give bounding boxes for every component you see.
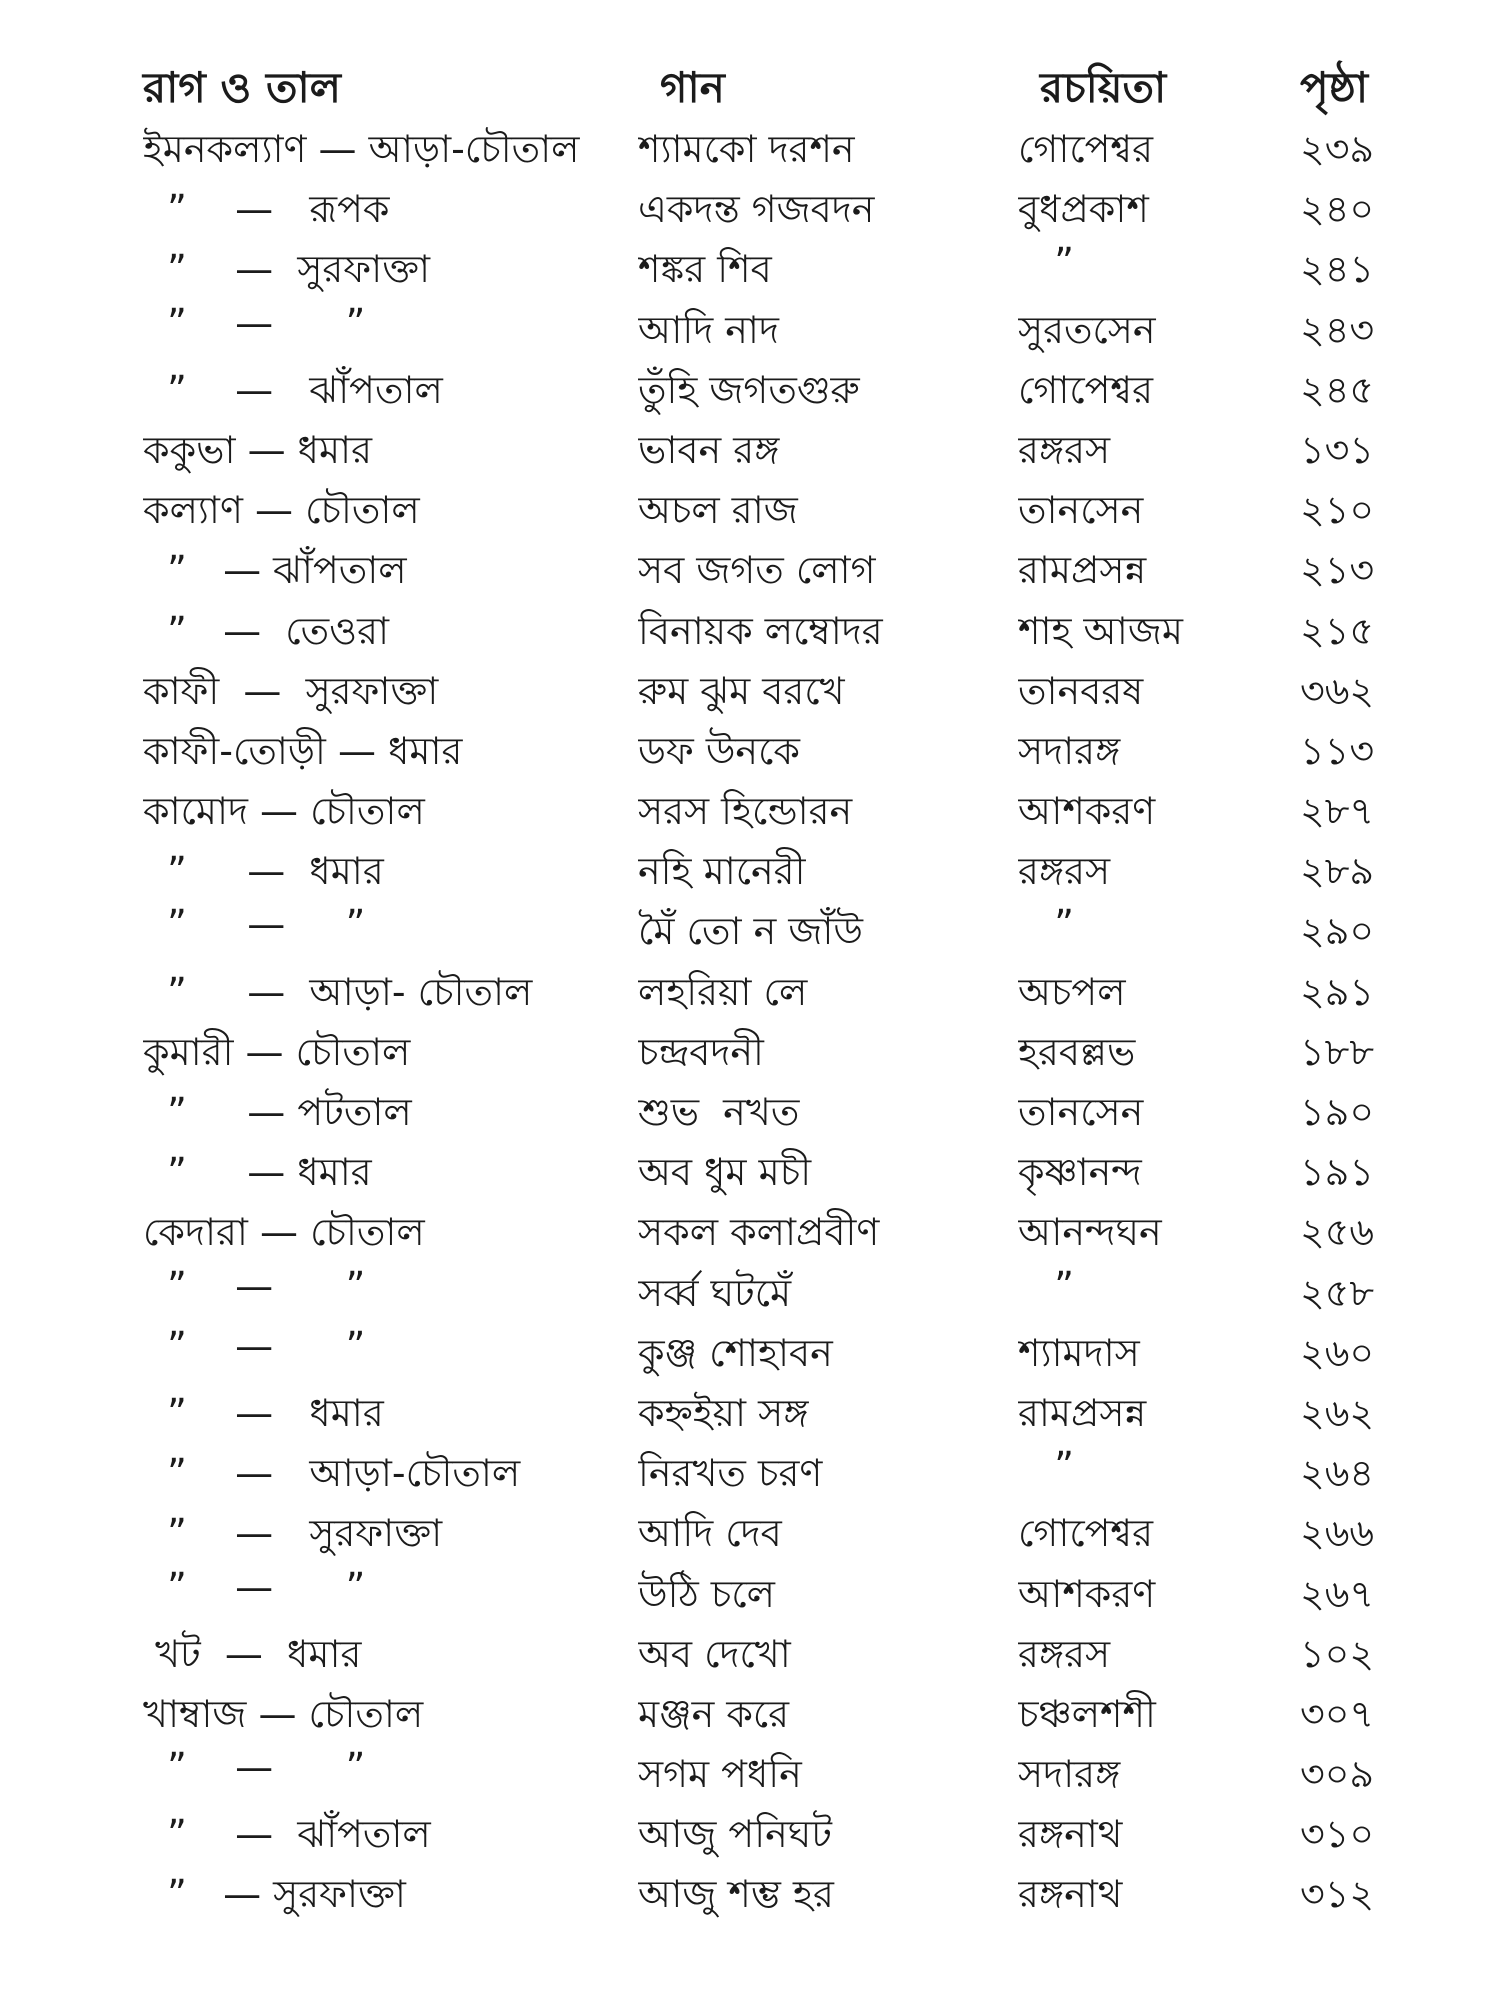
composer-cell: সদারঙ্গ — [1018, 1752, 1121, 1797]
raga-tala-cell: ” — ” — [143, 1263, 366, 1308]
page-number-cell: ২৬০ — [1300, 1330, 1375, 1375]
composer-cell: কৃষ্ণানন্দ — [1018, 1150, 1142, 1195]
table-row — [0, 654, 1500, 714]
raga-tala-cell: ” — ” — [143, 1564, 366, 1609]
raga-tala-cell: কামোদ — চৌতাল — [143, 789, 425, 834]
table-row — [0, 533, 1500, 593]
table-row — [0, 1015, 1500, 1075]
composer-cell: তানসেন — [1018, 1090, 1144, 1134]
table-row — [0, 594, 1500, 654]
raga-tala-cell: কুমারী — চৌতাল — [143, 1029, 411, 1074]
page-number-cell: ২১০ — [1300, 488, 1375, 533]
composer-cell: ” — [1018, 1263, 1074, 1308]
composer-cell: ” — [1018, 1444, 1074, 1489]
page-number-cell: ১০২ — [1300, 1631, 1375, 1676]
raga-tala-cell: খট — ধমার — [143, 1631, 362, 1676]
composer-cell: রঙ্গনাথ — [1018, 1872, 1123, 1917]
table-row — [0, 774, 1500, 834]
song-cell: আজু শম্ভ হর — [638, 1872, 834, 1917]
song-cell: সরস হিন্ডোরন — [638, 789, 853, 834]
raga-tala-cell: ” — ধমার — [143, 1150, 372, 1195]
page-number-cell: ২৫৮ — [1300, 1270, 1375, 1315]
table-row — [0, 1737, 1500, 1797]
page-number-cell: ২১৩ — [1300, 548, 1375, 593]
page-number-cell: ৩০৭ — [1300, 1691, 1375, 1736]
raga-tala-cell: ” — ঝাঁপতাল — [143, 548, 407, 593]
song-cell: মঞ্জন করে — [638, 1691, 790, 1736]
page-number-cell: ২৬২ — [1300, 1390, 1375, 1435]
table-row — [0, 112, 1500, 172]
table-row — [0, 1436, 1500, 1496]
composer-cell: সদারঙ্গ — [1018, 728, 1121, 773]
page-number-cell: ২৪৫ — [1300, 367, 1375, 412]
song-cell: বিনায়ক লম্বোদর — [638, 608, 883, 653]
song-cell: অব দেখো — [638, 1631, 791, 1676]
composer-cell: সুরতসেন — [1018, 307, 1156, 352]
composer-cell: শ্যামদাস — [1018, 1330, 1140, 1375]
composer-cell: তানসেন — [1018, 488, 1144, 533]
table-row — [0, 353, 1500, 413]
composer-cell: অচপল — [1018, 969, 1126, 1014]
page-number-cell: ১৯০ — [1300, 1090, 1375, 1134]
song-cell: নহি মানেরী — [638, 849, 806, 894]
raga-tala-cell: ” — আড়া-চৌতাল — [143, 1451, 521, 1496]
song-cell: ভাবন রঙ্গ — [638, 427, 780, 472]
page-number-cell: ৩৬২ — [1300, 668, 1375, 713]
raga-tala-cell: ” — ” — [143, 1745, 366, 1790]
raga-tala-cell: ” — ” — [143, 902, 366, 947]
page-number-cell: ২৯০ — [1300, 909, 1375, 954]
composer-cell: ” — [1018, 240, 1074, 285]
raga-tala-cell: ” — ঝাঁপতাল — [143, 367, 443, 412]
composer-cell: তানবরষ — [1018, 668, 1144, 713]
composer-cell: রঙ্গনাথ — [1018, 1812, 1123, 1857]
page-number-cell: ২৬৬ — [1300, 1511, 1375, 1556]
page-number-cell: ১৯১ — [1300, 1150, 1374, 1195]
page-number-cell: ২৬৪ — [1300, 1451, 1375, 1496]
composer-cell: শাহ আজম — [1018, 608, 1183, 653]
song-cell: রুম ঝুম বরখে — [638, 668, 845, 713]
raga-tala-cell: কল্যাণ — চৌতাল — [143, 488, 420, 533]
header-song: গান — [660, 63, 725, 112]
song-cell: অচল রাজ — [638, 488, 798, 533]
song-cell: শঙ্কর শিব — [638, 247, 772, 292]
composer-cell: রঙ্গরস — [1018, 1631, 1111, 1676]
table-row — [0, 1376, 1500, 1436]
composer-cell: চঞ্চলশশী — [1018, 1691, 1156, 1736]
composer-cell: আনন্দঘন — [1018, 1210, 1162, 1255]
page-number-cell: ১৮৮ — [1300, 1029, 1374, 1074]
song-cell: সর্ব্ব ঘটমেঁ — [638, 1270, 792, 1315]
song-cell: উঠি চলে — [638, 1571, 775, 1616]
song-cell: ডফ উনকে — [638, 728, 800, 773]
composer-cell: গোপেশ্বর — [1018, 367, 1154, 412]
song-cell: একদন্ত গজবদন — [638, 187, 875, 232]
table-header — [0, 55, 1500, 115]
table-row — [0, 1075, 1500, 1135]
table-row — [0, 413, 1500, 473]
composer-cell: রামপ্রসন্ন — [1018, 548, 1147, 593]
song-cell: কুঞ্জ শোহাবন — [638, 1330, 833, 1375]
composer-cell: রঙ্গরস — [1018, 849, 1111, 894]
composer-cell: গোপেশ্বর — [1018, 1511, 1154, 1556]
table-row — [0, 1256, 1500, 1316]
header-page: পৃষ্ঠা — [1300, 63, 1369, 112]
song-cell: সকল কলাপ্রবীণ — [638, 1210, 880, 1255]
song-cell: আদি দেব — [638, 1511, 782, 1556]
page-number-cell: ২৪১ — [1300, 247, 1375, 292]
raga-tala-cell: ” — সুরফাক্তা — [143, 1511, 443, 1556]
composer-cell: আশকরণ — [1018, 1571, 1156, 1616]
header-composer: রচয়িতা — [1040, 63, 1167, 112]
page-number-cell: ২৫৬ — [1300, 1210, 1375, 1255]
table-row — [0, 1195, 1500, 1255]
song-cell: আজু পনিঘট — [638, 1812, 832, 1857]
raga-tala-cell: ” — ” — [143, 300, 366, 345]
raga-tala-cell: কাফী-তোড়ী — ধমার — [143, 728, 463, 773]
table-row — [0, 1797, 1500, 1857]
table-row — [0, 714, 1500, 774]
raga-tala-cell: ” — ঝাঁপতাল — [143, 1812, 431, 1857]
raga-tala-cell: ” — তেওরা — [143, 608, 390, 653]
song-cell: তুঁহি জগতগুরু — [638, 367, 860, 412]
raga-tala-cell: ” — ধমার — [143, 1390, 384, 1435]
page-number-cell: ৩০৯ — [1300, 1752, 1375, 1797]
raga-tala-cell: ” — ধমার — [143, 849, 384, 894]
page-number-cell: ২৯১ — [1300, 969, 1375, 1014]
page-number-cell: ২৬৭ — [1300, 1571, 1375, 1616]
table-row — [0, 1857, 1500, 1917]
table-row — [0, 894, 1500, 954]
raga-tala-cell: কেদারা — চৌতাল — [143, 1210, 425, 1255]
raga-tala-cell: ইমনকল্যাণ — আড়া-চৌতাল — [143, 127, 580, 171]
table-row — [0, 293, 1500, 353]
raga-tala-cell: খাম্বাজ — চৌতাল — [143, 1691, 424, 1736]
song-cell: মৈঁ তো ন জাঁউ — [638, 909, 863, 954]
song-cell: আদি নাদ — [638, 307, 779, 352]
table-row — [0, 1617, 1500, 1677]
song-cell: লহরিয়া লে — [638, 969, 808, 1014]
page-number-cell: ২১৫ — [1300, 608, 1375, 653]
composer-cell: ” — [1018, 902, 1074, 947]
index-table — [0, 112, 1500, 1918]
raga-tala-cell: ককুভা — ধমার — [143, 427, 372, 472]
page-number-cell: ২৮৯ — [1300, 849, 1375, 894]
song-cell: চন্দ্রবদনী — [638, 1029, 764, 1074]
page-number-cell: ৩১২ — [1300, 1872, 1375, 1917]
table-row — [0, 1677, 1500, 1737]
header-raga-tala: রাগ ও তাল — [143, 63, 341, 112]
song-cell: সগম পধনি — [638, 1752, 802, 1797]
raga-tala-cell: কাফী — সুরফাক্তা — [143, 668, 439, 713]
song-cell: শ্যামকো দরশন — [638, 127, 855, 171]
composer-cell: বুধপ্রকাশ — [1018, 187, 1149, 232]
raga-tala-cell: ” — সুরফাক্তা — [143, 247, 431, 292]
page-number-cell: ২৩৯ — [1300, 127, 1375, 171]
table-row — [0, 834, 1500, 894]
raga-tala-cell: ” — আড়া- চৌতাল — [143, 969, 533, 1014]
table-row — [0, 1316, 1500, 1376]
table-row — [0, 473, 1500, 533]
table-row — [0, 1496, 1500, 1556]
page-number-cell: ২৪০ — [1300, 187, 1375, 232]
page-number-cell: ১৩১ — [1300, 427, 1375, 472]
page-number-cell: ১১৩ — [1300, 728, 1375, 773]
page-number-cell: ২৪৩ — [1300, 307, 1375, 352]
composer-cell: হরবল্লভ — [1018, 1029, 1136, 1074]
song-cell: অব ধুম মচী — [638, 1150, 812, 1195]
composer-cell: গোপেশ্বর — [1018, 127, 1154, 171]
raga-tala-cell: ” — পটতাল — [143, 1090, 412, 1134]
composer-cell: আশকরণ — [1018, 789, 1156, 834]
composer-cell: রঙ্গরস — [1018, 427, 1111, 472]
song-cell: শুভ নখত — [638, 1090, 800, 1134]
page-number-cell: ৩১০ — [1300, 1812, 1375, 1857]
song-cell: সব জগত লোগ — [638, 548, 876, 593]
raga-tala-cell: ” — সুরফাক্তা — [143, 1872, 406, 1917]
table-row — [0, 955, 1500, 1015]
song-cell: কহ্নইয়া সঙ্গ — [638, 1390, 809, 1435]
song-cell: নিরখত চরণ — [638, 1451, 823, 1496]
raga-tala-cell: ” — রূপক — [143, 187, 390, 232]
composer-cell: রামপ্রসন্ন — [1018, 1390, 1147, 1435]
table-row — [0, 1557, 1500, 1617]
raga-tala-cell: ” — ” — [143, 1323, 366, 1368]
table-row — [0, 232, 1500, 292]
table-row — [0, 172, 1500, 232]
page-number-cell: ২৮৭ — [1300, 789, 1375, 834]
table-row — [0, 1135, 1500, 1195]
